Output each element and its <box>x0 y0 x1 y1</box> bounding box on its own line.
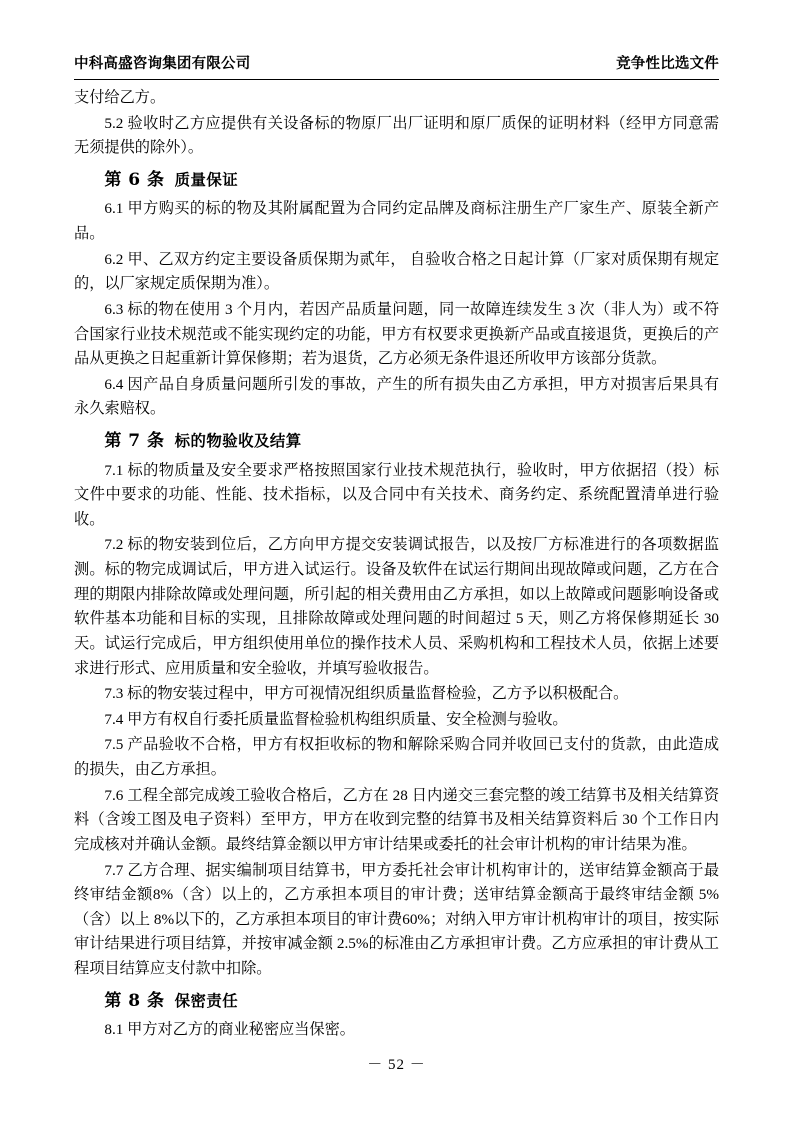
header-divider <box>74 79 719 80</box>
paragraph-7-5: 7.5 产品验收不合格，甲方有权拒收标的物和解除采购合同并收回已支付的货款，由此造成的损失，由乙方承担。 <box>74 736 719 779</box>
paragraph-7-6: 7.6 工程全部完成竣工验收合格后，乙方在 28 日内递交三套完整的竣工结算书及相关结算资料（含竣工图及电子资料）至甲方，甲方在收到完整的结算书及相关结算资料后 30 个工作日内完成核对并确认金额。最终结算金额以甲方审计结果或委托的社会审计机构的审计结果为准。 <box>74 786 719 853</box>
header-document-type: 竞争性比选文件 <box>616 55 719 72</box>
paragraph-6-1: 6.1 甲方购买的标的物及其附属配置为合同约定品牌及商标注册生产厂家生产、原装全新产品。 <box>74 200 719 243</box>
section-8-number: 第 8 条 <box>104 990 165 1011</box>
paragraph-7-2: 7.2 标的物安装到位后，乙方向甲方提交安装调试报告，以及按厂方标准进行的各项数据监测。标的物完成调试后，甲方进入试运行。设备及软件在试运行期间出现故障或问题，乙方在合理的期限内排除故障或处理问题，所引起的相关费用由乙方承担，如以上故障或问题影响设备或软件基本功能和目标的实现，且排除故障或处理问题的时间超过 5 天，则乙方将保修期延长 30 天。试运行完成后，甲方组织使用单位的操作技术人员、采购机构和工程技术人员，依据上述要求进行形式、应用质量和安全验收，并填写验收报告。 <box>74 536 719 677</box>
header-company-name: 中科高盛咨询集团有限公司 <box>74 55 251 72</box>
paragraph-6-4: 6.4 因产品自身质量问题所引发的事故，产生的所有损失由乙方承担，甲方对损害后果具有永久索赔权。 <box>74 375 719 418</box>
document-body <box>74 86 719 1043</box>
section-6-title: 质量保证 <box>174 170 239 189</box>
section-7-title: 标的物验收及结算 <box>174 432 302 451</box>
paragraph-7-7: 7.7 乙方合理、据实编制项目结算书，甲方委托社会审计机构审计的，送审结算金额高于最终审结金额8%（含）以上的，乙方承担本项目的审计费；送审结算金额高于最终审结金额 5%（含）以上 8%以下的，乙方承担本项目的审计费60%；对纳入甲方审计机构审计的项目，按实际审计结果进行项目结算，并按审减金额 2.5%的标准由乙方承担审计费。乙方应承担的审计费从工程项目结算应支付款中扣除。 <box>74 861 719 978</box>
section-heading-6 <box>74 167 719 195</box>
page-number: － 52 － <box>367 1057 426 1073</box>
paragraph-7-3: 7.3 标的物安装过程中，甲方可视情况组织质量监督检验，乙方予以积极配合。 <box>104 685 629 703</box>
page-footer <box>0 1053 793 1074</box>
paragraph-5-2: 5.2 验收时乙方应提供有关设备标的物原厂出厂证明和原厂质保的证明材料（经甲方同意需无须提供的除外）。 <box>74 114 719 157</box>
page-header <box>74 52 719 77</box>
section-6-number: 第 6 条 <box>104 169 165 190</box>
paragraph-6-3: 6.3 标的物在使用 3 个月内，若因产品质量问题，同一故障连续发生 3 次（非人为）或不符合国家行业技术规范或不能实现约定的功能，甲方有权要求更换新产品或直接退货，更换后的产品从更换之日起重新计算保修期；若为退货，乙方必须无条件退还所收甲方该部分货款。 <box>74 300 719 368</box>
paragraph-6-2: 6.2 甲、乙双方约定主要设备质保期为贰年， 自验收合格之日起计算（厂家对质保期有规定的，以厂家规定质保期为准）。 <box>74 250 719 293</box>
section-heading-7 <box>74 428 719 456</box>
paragraph-7-1: 7.1 标的物质量及安全要求严格按照国家行业技术规范执行，验收时，甲方依据招（投）标文件中要求的功能、性能、技术指标，以及合同中有关技术、商务约定、系统配置清单进行验收。 <box>74 461 719 528</box>
paragraph-7-4: 7.4 甲方有权自行委托质量监督检验机构组织质量、安全检测与验收。 <box>104 710 568 728</box>
section-heading-8 <box>74 988 719 1016</box>
paragraph-continuation: 支付给乙方。 <box>74 89 166 106</box>
paragraph-8-1: 8.1 甲方对乙方的商业秘密应当保密。 <box>104 1021 355 1039</box>
section-8-title: 保密责任 <box>174 991 239 1010</box>
section-7-number: 第 7 条 <box>104 431 165 452</box>
